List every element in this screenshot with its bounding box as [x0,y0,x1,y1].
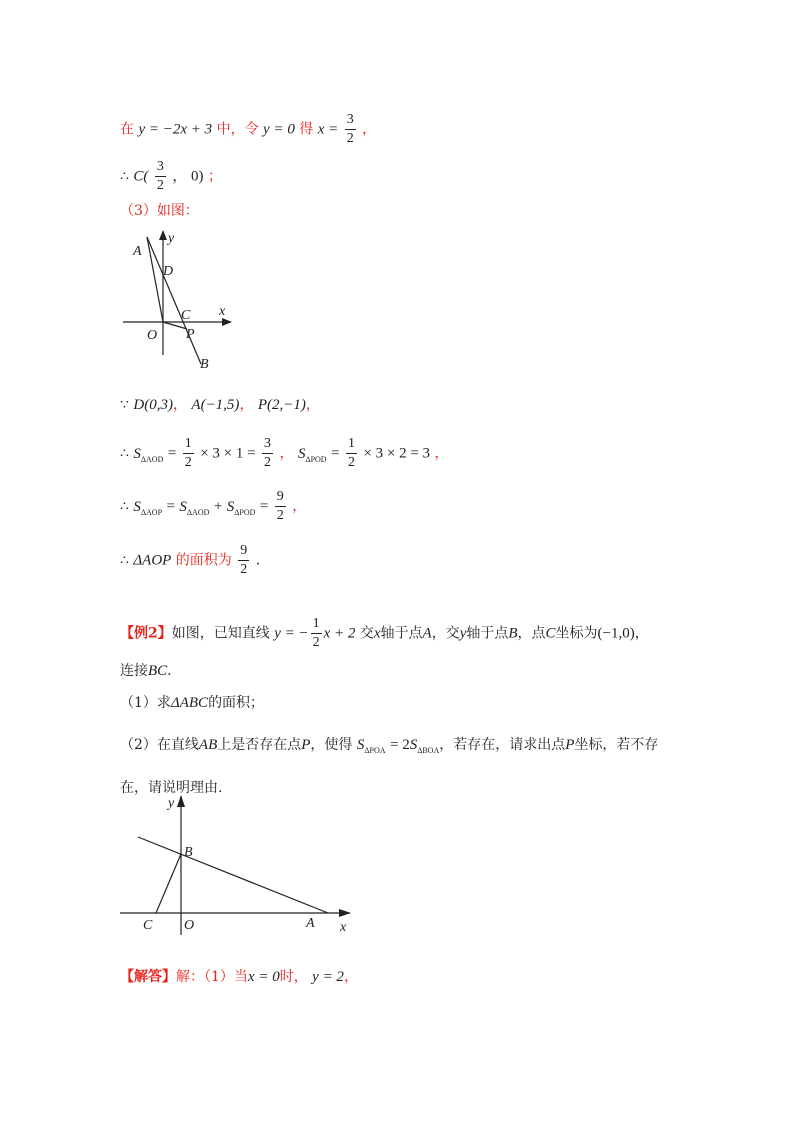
subscript: ΔAOP [140,507,163,517]
text: ， [292,498,307,515]
label-y: y [168,796,175,811]
text: = [259,498,269,515]
fraction: $\frac{1}{2}$ [312,616,320,650]
example-2-line-1 [120,617,649,650]
text: + [213,498,223,515]
point-p: P(2,−1) [257,397,306,413]
answer-tag: 【解答】 [120,969,176,985]
fraction: $\frac{9}{2}$ [240,543,248,577]
label-y: y [168,231,175,246]
variable: P [565,737,575,753]
equation: x = 0 [247,969,280,985]
text: ； [207,168,222,185]
label-o: O [184,918,195,933]
text: ，点 [517,625,546,642]
fraction: $\frac{3}{2}$ [346,112,354,146]
therefore-symbol: ∴ [120,552,129,569]
text: 在 [120,121,134,138]
equation: x = [317,121,339,138]
label-a: A [133,244,142,259]
text: 得 [299,121,314,138]
text: 坐标，若不存 [574,737,659,753]
example-2-line-2 [120,660,172,680]
fraction: $\frac{3}{2}$ [264,436,272,470]
therefore-symbol: ∴ [120,498,129,515]
area-symbol: S [356,737,365,753]
line-ab [147,237,201,364]
text: （2）在直线 [120,737,199,753]
text: ， [305,397,320,413]
area-symbol: S [297,445,306,462]
line-7 [120,544,260,577]
point-a: A(−1,5) [191,397,240,413]
subscript: ΔBOA [417,746,440,755]
line-2 [120,160,222,193]
text: 上是否存在点 [217,737,302,753]
line-5 [120,437,449,470]
label-c: C [181,308,191,323]
variable: x [373,625,381,642]
coordinate: (−1,0) [597,625,635,642]
segment-bc [156,854,181,913]
text: . [167,663,172,679]
subscript: ΔPOA [364,746,386,755]
because-symbol: ∵ [120,397,129,413]
text: ， [239,397,254,413]
text: ， [172,397,187,413]
text: ， [279,445,294,462]
line-3: （3）如图： [120,203,199,219]
question-1 [120,692,264,712]
text: 轴于点 [466,625,509,642]
text: 如图，已知直线 [171,625,270,642]
area-symbol: S [133,445,141,462]
variable: C [545,625,556,642]
text: = [331,445,340,462]
subscript: ΔAOD [140,454,164,464]
text: 解：（1）当 [176,969,248,985]
text: = [166,498,175,515]
text: ，若存在，请求出点 [439,737,566,753]
text: ， [362,121,377,138]
question-2-line-1 [120,734,658,755]
line-4 [120,394,320,414]
area-symbol: S [133,498,141,515]
text: × 3 × 1 = [200,445,256,462]
segment-label: BC [148,663,168,679]
figure-1 [115,225,235,375]
therefore-symbol: ∴ [120,445,129,462]
fraction: $\frac{1}{2}$ [184,436,192,470]
segment-label: AB [198,737,218,753]
label-c: C [143,918,153,933]
variable: y [459,625,467,642]
subscript: ΔPOD [305,454,327,464]
equation: y = −2x + 3 [138,121,213,138]
line-6 [120,490,306,523]
text: . [255,552,261,569]
point-label: C( [133,168,149,185]
subscript: ΔAOD [186,507,210,517]
variable: A [422,625,432,642]
text: ，交 [431,625,460,642]
equation: y = 0 [263,121,295,138]
text: ， [434,445,449,462]
triangle-label: ΔABC [170,695,209,711]
point-d: D(0,3) [133,397,173,413]
text: ， [634,625,649,642]
label-d: D [163,264,174,279]
area-symbol: S [226,498,235,515]
label-o: O [147,328,158,343]
fraction: $\frac{1}{2}$ [347,436,355,470]
subscript: ΔPOD [234,507,256,517]
fraction: $\frac{3}{2}$ [156,159,164,193]
label-b: B [184,845,193,860]
text: 交 [359,625,374,642]
figure-2 [118,793,363,943]
triangle-label: ΔAOP [133,552,172,569]
label-b: B [200,357,209,372]
text: 时， [279,969,308,985]
equation: y = − [274,625,309,642]
solution-line [120,966,358,986]
equation: x + 2 [323,625,356,642]
text: = [167,445,177,462]
label-a: A [306,916,315,931]
segment-ao [147,237,163,322]
text: ，使得 [310,737,353,753]
label-x: x [340,920,347,935]
text: 的面积； [208,695,265,711]
question-2-line-2: 在，请说明理由. [120,780,223,796]
text: 的面积为 [175,552,232,569]
example-tag: 【例2】 [120,625,172,642]
text: × 3 × 2 = 3 [363,445,431,462]
text: 轴于点 [380,625,423,642]
therefore-symbol: ∴ [120,168,129,185]
label-x: x [219,304,226,319]
coordinate: ， 0) [172,168,204,185]
text: 连接 [120,663,148,679]
text: 坐标为 [555,625,598,642]
text: = 2 [389,737,410,753]
equation: y = 2 [312,969,344,985]
label-p: P [186,327,195,342]
text: ， [343,969,358,985]
line-ab [138,837,328,913]
text: 中，令 [216,121,259,138]
area-symbol: S [409,737,418,753]
line-1 [120,113,376,146]
variable: P [301,737,311,753]
variable: B [508,625,518,642]
fraction: $\frac{9}{2}$ [276,489,284,523]
text: （1）求 [120,695,171,711]
area-symbol: S [179,498,187,515]
